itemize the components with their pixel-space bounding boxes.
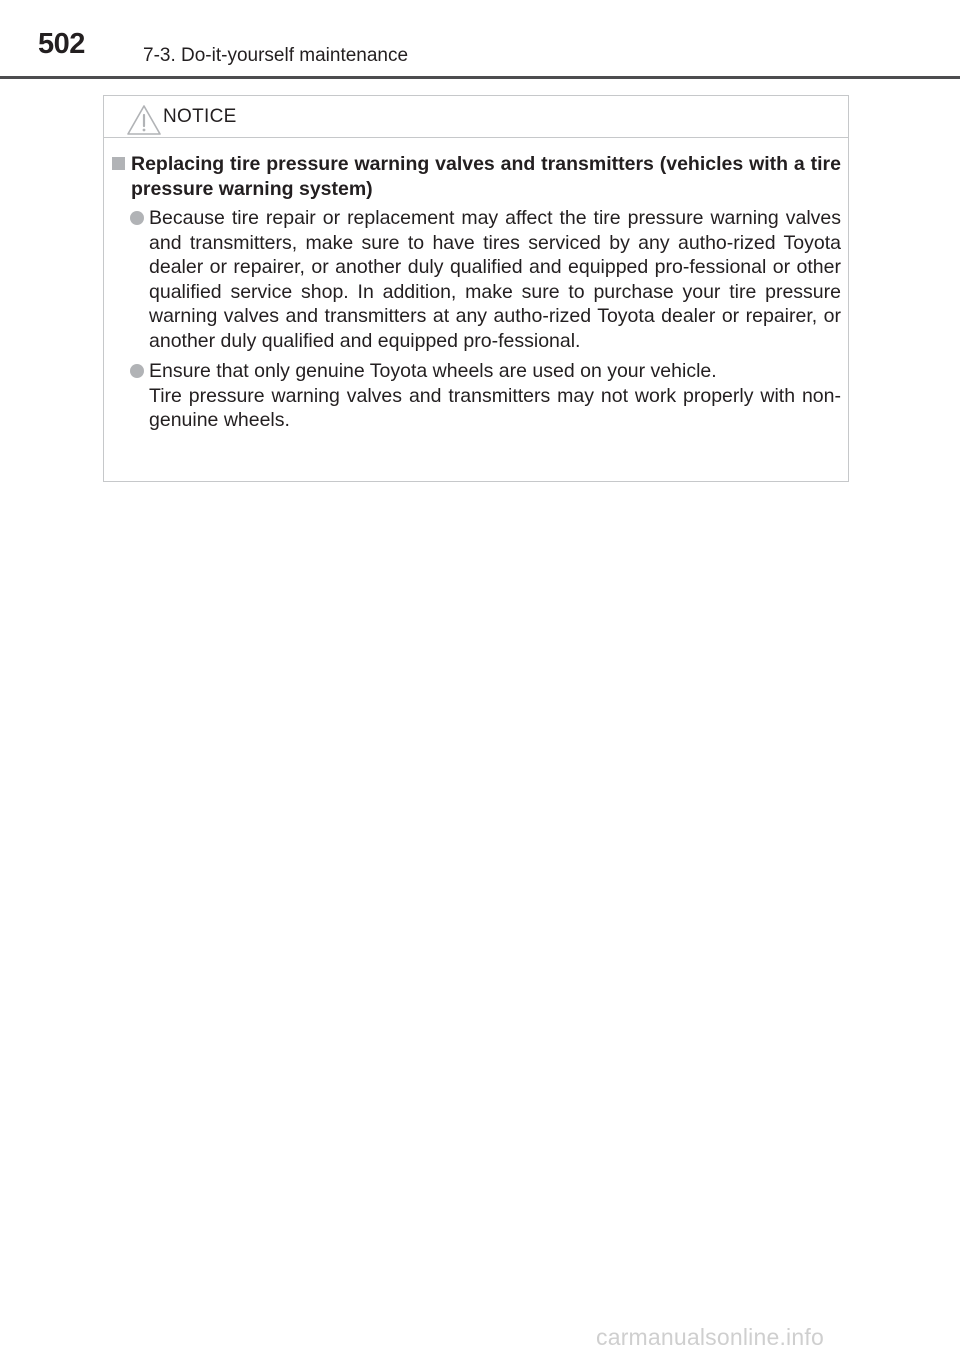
- notice-box: [103, 95, 849, 482]
- page-number: 502: [38, 28, 85, 60]
- bullet-paragraph: Tire pressure warning valves and transmitters may not work properly with non-genuine wheels.: [149, 384, 841, 431]
- circle-bullet-icon: [130, 211, 144, 225]
- circle-bullet-icon: [130, 364, 144, 378]
- warning-triangle-icon: [126, 104, 162, 136]
- header-divider: [0, 76, 960, 79]
- notice-label: NOTICE: [163, 106, 237, 127]
- bullet-paragraph: Because tire repair or replacement may affect the tire pressure warning valves and transmitters, make sure to have tires serviced by any autho-rized Toyota dealer or repairer, or another duly qualified and equipped pro-fessional or other qualified service shop. In addition, make sure to purchase your tire pressure warning valves and transmitters at any autho-rized Toyota dealer or repairer, or another duly qualified and equipped pro-fessional.: [149, 207, 841, 352]
- page-header: [0, 0, 960, 80]
- watermark: carmanualsonline.info: [596, 1324, 824, 1350]
- section-title: 7-3. Do-it-yourself maintenance: [143, 45, 409, 66]
- bullet-paragraph: Ensure that only genuine Toyota wheels are used on your vehicle.: [149, 360, 717, 382]
- notice-header: [104, 96, 848, 138]
- notice-bullet-item: [149, 206, 841, 353]
- square-bullet-icon: [112, 157, 125, 170]
- notice-bullet-item: [149, 359, 841, 433]
- notice-heading-text: Replacing tire pressure warning valves and transmitters (vehicles with a tire pressure warning system): [131, 153, 841, 200]
- notice-body: [104, 152, 848, 433]
- notice-item-heading: [131, 152, 841, 201]
